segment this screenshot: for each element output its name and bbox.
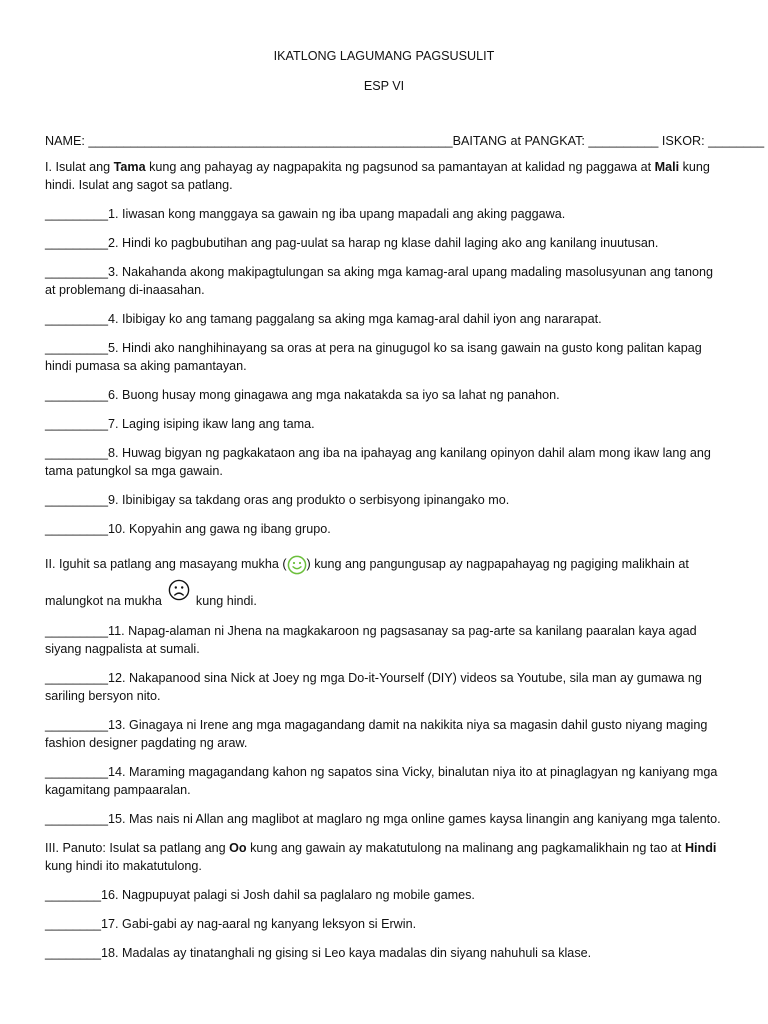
part2-instr-text: II. Iguhit sa patlang ang masayang mukha ( (45, 557, 287, 571)
score-blank[interactable]: ________ (708, 134, 765, 148)
question-text: 10. Kopyahin ang gawa ng ibang grupo. (108, 522, 331, 536)
answer-blank[interactable]: _________ (45, 388, 109, 402)
question-3 (45, 263, 724, 299)
part3-instr-oo: Oo (229, 841, 247, 855)
grade-blank[interactable]: __________ (588, 134, 659, 148)
exam-title: IKATLONG LAGUMANG PAGSUSULIT (273, 49, 495, 63)
answer-blank[interactable]: _________ (45, 312, 109, 326)
question-text: 16. Nagpupuyat palagi si Josh dahil sa paglalaro ng mobile games. (101, 888, 475, 902)
part2-instr-text: kung hindi. (195, 594, 257, 608)
part1-instr-text: kung hindi. Isulat ang sagot sa patlang. (45, 160, 710, 192)
answer-blank[interactable]: ________ (45, 946, 102, 960)
name-blank[interactable]: ____________________________________________________ (88, 134, 453, 148)
part1-instructions (45, 158, 724, 194)
part3-instr-hindi: Hindi (684, 841, 717, 855)
happy-face-icon (287, 555, 307, 575)
question-15 (45, 810, 724, 828)
part3-instr-text: kung hindi ito makatutulong. (45, 859, 202, 873)
question-18 (45, 944, 724, 962)
subject-title: ESP VI (363, 79, 405, 93)
question-9 (45, 491, 724, 509)
answer-blank[interactable]: _________ (45, 624, 109, 638)
answer-blank[interactable]: _________ (45, 522, 109, 536)
question-text: 14. Maraming magagandang kahon ng sapatos sina Vicky, binalutan niya ito at pinaglagyan ng kaniyang mga kagamitang pampaaralan. (45, 765, 718, 797)
answer-blank[interactable]: _________ (45, 671, 109, 685)
part2-instructions (45, 549, 724, 616)
question-11 (45, 622, 724, 658)
name-label: NAME: (45, 134, 85, 148)
answer-blank[interactable]: _________ (45, 493, 109, 507)
sad-face-icon (168, 579, 190, 601)
part1-instr-mali: Mali (654, 160, 680, 174)
question-text: 18. Madalas ay tinatanghali ng gising si Leo kaya madalas din siyang nahuhuli sa klase. (101, 946, 592, 960)
question-text: 7. Laging isiping ikaw lang ang tama. (108, 417, 315, 431)
part2-instr-text: ) kung ang pangungusap ay nagpapahayag ng pagiging malikhain at (306, 557, 689, 571)
question-8 (45, 444, 724, 480)
answer-blank[interactable]: _________ (45, 812, 109, 826)
grade-label: BAITANG at PANGKAT: (452, 134, 585, 148)
question-16 (45, 886, 724, 904)
question-text: 13. Ginagaya ni Irene ang mga magagandang damit na nakikita niya sa magasin dahil gusto niyang maging fashion designer pagdating ng araw. (45, 718, 708, 750)
part1-instr-tama: Tama (113, 160, 146, 174)
question-14 (45, 763, 724, 799)
question-12 (45, 669, 724, 705)
question-text: 15. Mas nais ni Allan ang maglibot at maglaro ng mga online games kaysa linangin ang kaniyang mga talento. (108, 812, 721, 826)
answer-blank[interactable]: _________ (45, 417, 109, 431)
question-text: 1. Iiwasan kong manggaya sa gawain ng iba upang mapadali ang aking paggawa. (108, 207, 566, 221)
part3-instructions (45, 839, 724, 875)
question-2 (45, 234, 724, 252)
answer-blank[interactable]: ________ (45, 888, 102, 902)
worksheet-content (45, 132, 765, 973)
question-text: 5. Hindi ako nanghihinayang sa oras at pera na ginugugol ko sa isang gawain na gusto kong palitan kapag hindi pumasa sa aking pamantayan. (45, 341, 702, 373)
score-label: ISKOR: (661, 134, 705, 148)
question-text: 17. Gabi-gabi ay nag-aaral ng kanyang leksyon si Erwin. (101, 917, 417, 931)
question-7 (45, 415, 724, 433)
answer-blank[interactable]: _________ (45, 236, 109, 250)
answer-blank[interactable]: _________ (45, 341, 109, 355)
question-text: 6. Buong husay mong ginagawa ang mga nakatakda sa iyo sa lahat ng panahon. (108, 388, 560, 402)
answer-blank[interactable]: ________ (45, 917, 102, 931)
question-10 (45, 520, 724, 538)
question-text: 9. Ibinibigay sa takdang oras ang produkto o serbisyong ipinangako mo. (108, 493, 510, 507)
part1-instr-text: kung ang pahayag ay nagpapakita ng pagsunod sa pamantayan at kalidad ng paggawa at (145, 160, 655, 174)
answer-blank[interactable]: _________ (45, 765, 109, 779)
part1-instr-text: I. Isulat ang (45, 160, 114, 174)
question-4 (45, 310, 724, 328)
question-17 (45, 915, 724, 933)
question-text: 11. Napag-alaman ni Jhena na magkakaroon ng pagsasanay sa pag-arte sa kanilang paaralan kaya agad siyang nagpalista at sumali. (45, 624, 697, 656)
answer-blank[interactable]: _________ (45, 718, 109, 732)
question-13 (45, 716, 724, 752)
question-text: 3. Nakahanda akong makipagtulungan sa aking mga kamag-aral upang madaling masolusyunan ang tanong at problemang di-inaasahan. (45, 265, 713, 297)
answer-blank[interactable]: _________ (45, 446, 109, 460)
question-text: 12. Nakapanood sina Nick at Joey ng mga Do-it-Yourself (DIY) videos sa Youtube, sila man ay gumawa ng sariling bersyon nito. (45, 671, 702, 703)
question-text: 8. Huwag bigyan ng pagkakataon ang iba na ipahayag ang kanilang opinyon dahil alam mong ikaw lang ang tama patungkol sa mga gawain. (45, 446, 711, 478)
answer-blank[interactable]: _________ (45, 265, 109, 279)
question-5 (45, 339, 724, 375)
question-6 (45, 386, 724, 404)
question-text: 2. Hindi ko pagbubutihan ang pag-uulat sa harap ng klase dahil laging ako ang kanilang inuutusan. (108, 236, 659, 250)
part2-instr-text: malungkot na mukha (45, 594, 162, 608)
question-text: 4. Ibibigay ko ang tamang paggalang sa aking mga kamag-aral dahil iyon ang nararapat. (108, 312, 602, 326)
answer-blank[interactable]: _________ (45, 207, 109, 221)
part3-instr-text: III. Panuto: Isulat sa patlang ang (45, 841, 230, 855)
question-1 (45, 205, 724, 223)
student-info-line (45, 132, 765, 150)
part3-instr-text: kung ang gawain ay makatutulong na malinang ang pagkamalikhain ng tao at (246, 841, 685, 855)
